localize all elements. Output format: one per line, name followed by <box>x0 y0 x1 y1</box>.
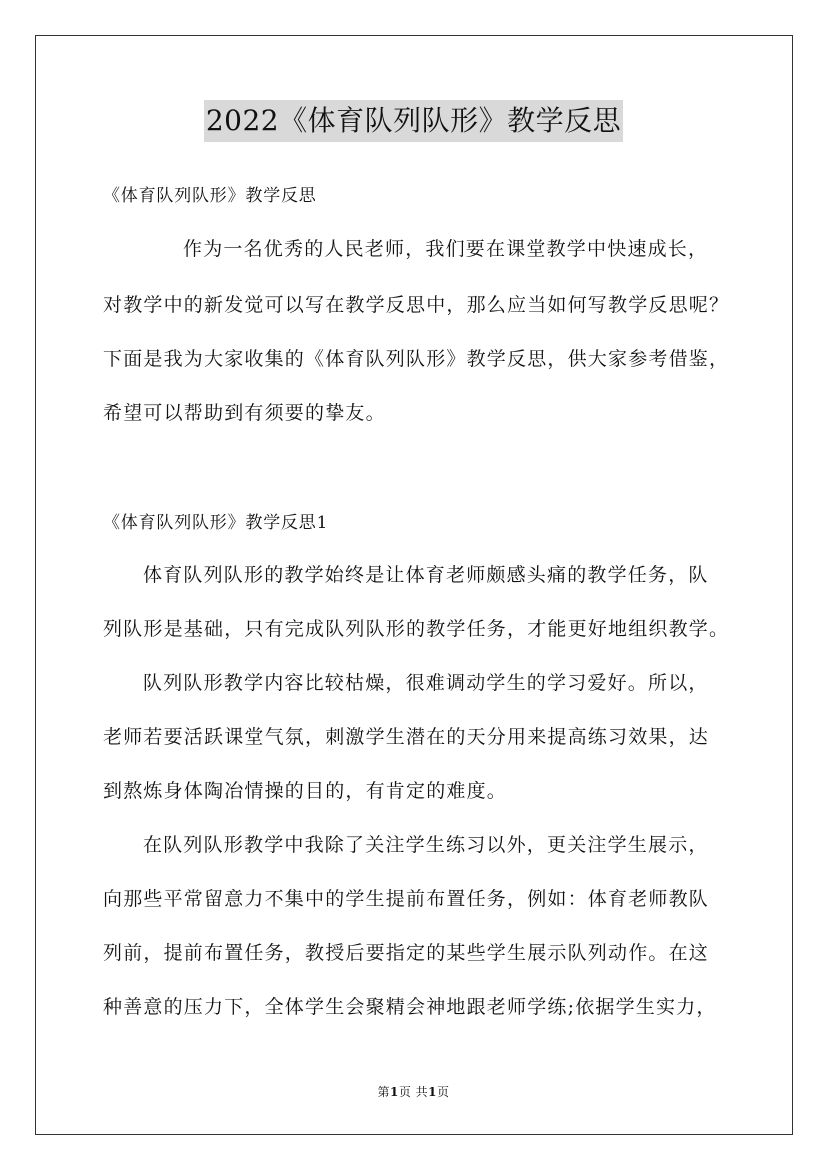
footer-suffix: 页 <box>437 1085 450 1099</box>
intro-line: 对教学中的新发觉可以写在教学反思中，那么应当如何写教学反思呢？ <box>103 294 730 316</box>
intro-line: 作为一名优秀的人民老师，我们要在课堂教学中快速成长， <box>183 238 709 260</box>
intro-line: 下面是我为大家收集的《体育队列队形》教学反思，供大家参考借鉴， <box>103 348 730 370</box>
body-line: 体育队列队形的教学始终是让体育老师颇感头痛的教学任务，队 <box>143 564 709 586</box>
body-line: 老师若要活跃课堂气氛，刺激学生潜在的天分用来提高练习效果，达 <box>103 726 710 748</box>
body-line: 种善意的压力下，全体学生会聚精会神地跟老师学练;依据学生实力， <box>103 996 717 1018</box>
footer-total-pages: 1 <box>428 1085 438 1099</box>
footer-mid: 页 共 <box>398 1085 429 1099</box>
body-line: 列队形是基础，只有完成队列队形的教学任务，才能更好地组织教学。 <box>103 618 730 640</box>
body-line: 到熬炼身体陶冶情操的目的，有肯定的难度。 <box>103 780 508 802</box>
section-heading: 《体育队列队形》教学反思1 <box>103 513 329 533</box>
footer-page-number: 1 <box>389 1085 399 1099</box>
page-footer <box>0 1083 827 1100</box>
body-line: 队列队形教学内容比较枯燥，很难调动学生的学习爱好。所以， <box>143 672 709 694</box>
page-title: 2022《体育队列队形》教学反思 <box>204 100 623 142</box>
intro-line: 希望可以帮助到有须要的挚友。 <box>103 402 386 424</box>
footer-prefix: 第 <box>377 1085 390 1099</box>
subtitle: 《体育队列队形》教学反思 <box>103 186 317 206</box>
body-line: 在队列队形教学中我除了关注学生练习以外，更关注学生展示， <box>143 834 709 856</box>
body-line: 列前，提前布置任务，教授后要指定的某些学生展示队列动作。在这 <box>103 942 710 964</box>
title-container <box>0 100 827 142</box>
body-line: 向那些平常留意力不集中的学生提前布置任务，例如：体育老师教队 <box>103 888 710 910</box>
